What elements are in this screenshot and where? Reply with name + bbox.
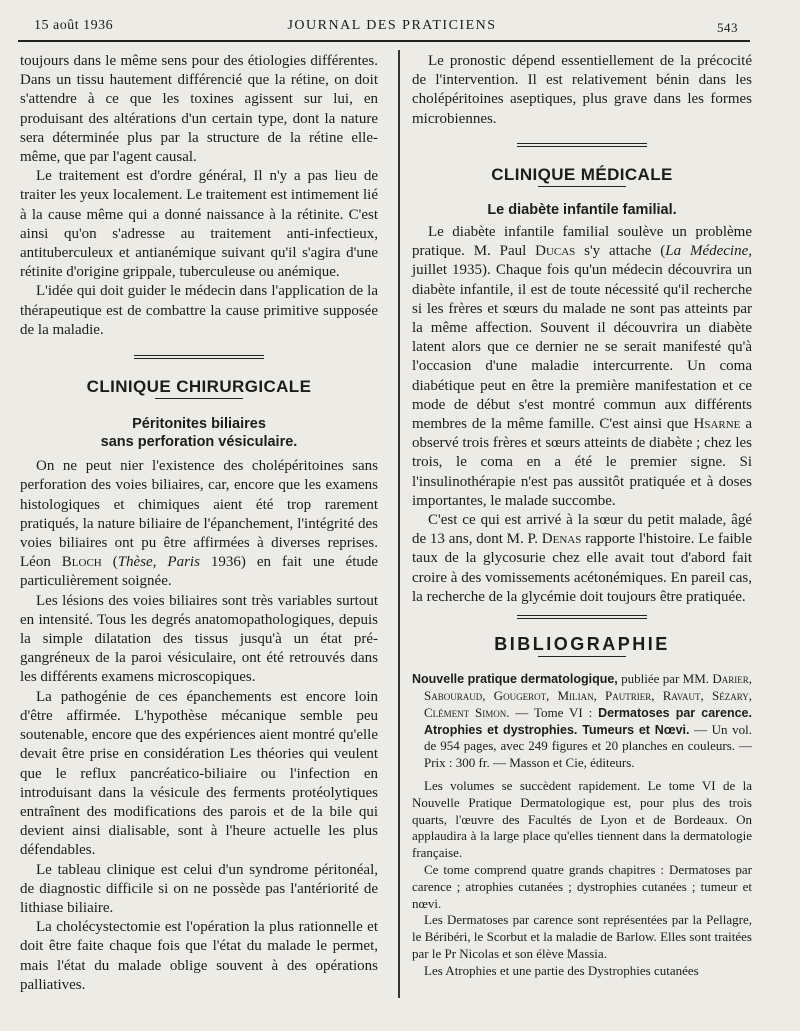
- section-rubric-bibliographie: BIBLIOGRAPHIE: [494, 634, 670, 655]
- article-title-line: sans perforation vésiculaire.: [100, 434, 298, 451]
- paragraph: Les volumes se succèdent rapidement. Le tome VI de la Nouvelle Pratique Dermatologique est, pour plus des trois quarts, l'œuvre des Facultés de Lyon et de Bordeaux. On applaudira à la large place qu'elles tiennent dans la dermatologie française.: [412, 778, 752, 861]
- paragraph: [412, 511, 752, 607]
- left-column: [20, 52, 378, 995]
- citation-italic: Thèse: [117, 554, 153, 571]
- author-name: Bloch: [61, 554, 102, 571]
- paragraph: Ce tome comprend quatre grands chapitres : Dermatoses par carence ; atrophies cutanées ; dystrophies cutanées ; tumeur et nœvi.: [412, 862, 752, 911]
- text-run: — Un vol. de 954 pages, avec 249 figures et 20 planches en couleurs. — Prix : 300 fr. — Masson et Cie, éditeurs.: [424, 721, 752, 771]
- paragraph: Le tableau clinique est celui d'un syndrome péritonéal, de diagnostic difficile si on ne possède pas l'antériorité de lithiase biliaire.: [20, 861, 378, 916]
- right-column: [412, 52, 752, 980]
- page-header: [34, 14, 750, 40]
- section-rubric-medicale: CLINIQUE MÉDICALE: [491, 164, 673, 184]
- book-title: Nouvelle pratique dermatologique,: [412, 672, 618, 687]
- paragraph: Les lésions des voies biliaires sont très variables surtout en intensité. Tous les degrés anatomopathologiques, depuis la simple dilatation des tissus jusqu'à un état pré-gangréneux de la paroi vésiculaire, ont été retrouvés dans les différents examens microscopiques.: [20, 592, 378, 686]
- author-name: Ducas: [535, 243, 576, 260]
- text-run: a observé trois frères et sœurs atteints de diabète ; chez les trois, le coma en a été le premier signe. Si l'insulinothérapie n'est pas aussitôt pratiquée et à doses importantes, le malade succombe.: [412, 416, 752, 509]
- header-date: 15 août 1936: [34, 18, 114, 33]
- paragraph: Les Atrophies et une partie des Dystrophies cutanées: [424, 962, 699, 978]
- paragraph: toujours dans le même sens pour des étiologies différentes. Dans un tissu hautement différencié que la rétine, on doit s'attendre à ce que les toxines agissent sur lui, en produisant des altérations d'un certain type, dont la nature sera déterminée plus par la structure de la rétine elle-même, que par l'agent causal.: [20, 53, 378, 166]
- book-subtitle: Dermatoses par carence. Atrophies et dystrophies. Tumeurs et Nœvi.: [424, 705, 752, 737]
- author-name: Denas: [541, 531, 582, 548]
- text-run: publiée par MM.: [617, 671, 713, 687]
- paragraph: La pathogénie de ces épanchements est encore loin d'être affirmée. L'hypothèse mécanique semble peu soutenable, encore que des expériences aient montré qu'elle devait être prise en considération Les théories qui veulent que le reflux pancréatico-biliaire ou l'infection en introduisant dans la vésicule des ferments protéolytiques entraînent des modifications des parois et de la bile qui devient ainsi dialisable, sont à l'heure actuelle les plus défendables.: [20, 688, 378, 859]
- author-name: Hsarne: [693, 416, 741, 433]
- page-number: 543: [717, 20, 738, 35]
- header-rule: [18, 40, 750, 42]
- text-run: rapporte l'histoire. Le faible taux de la glycosurie chez elle avait tout d'abord fait croire à des vomissements acétonémiques. En pareil cas, la recherche de la glycémie doit toujours être pratiquée.: [412, 531, 752, 605]
- paragraph: Le traitement est d'ordre général, Il n'y a pas lieu de traiter les yeux localement. Le traitement est intimement lié à la cause même qui a donné naissance à la rétinite. C'est ainsi qu'on s'adresse au traitement anti-infectieux, antituberculeux et antianémique suivant qu'il s'agira d'une rétinite d'origine grippale, tuberculeuse ou anémique.: [20, 168, 378, 281]
- bibliography: [412, 671, 752, 979]
- column-divider: [398, 50, 400, 998]
- text-run: s'y attache (: [575, 243, 666, 260]
- text-run: Le diabète infantile familial soulève un problème pratique. M. Paul: [412, 224, 752, 260]
- paragraph: On ne peut nier l'existence des cholépéritoines sans perforation des voies biliaires, car, encore que les examens histologiques et chimiques aient été trop rarement pratiqués, la nature biliaire de l'épanchement, l'intégrité des voies biliaires ont pu être affirmées à diverses reprises. Léon Bloch (Thèse, Paris 1936) en fait une étude particulièrement soignée.: [20, 458, 379, 590]
- article-title-line: Péritonites biliaires: [132, 416, 266, 433]
- paragraph: L'idée qui doit guider le médecin dans l'application de la thérapeutique est de combattre la cause primitive supposée de la maladie.: [20, 283, 378, 338]
- text-run: 1936) en fait une étude particulièrement soignée.: [20, 554, 379, 590]
- paragraph: Le pronostic dépend essentiellement de la précocité de l'intervention. Il est relativement bénin dans les cholépéritoines aseptiques, plus grave dans les formes microbiennes.: [412, 53, 752, 127]
- paragraph: [412, 223, 752, 511]
- article-title: [20, 415, 378, 451]
- paragraph: Les Dermatoses par carence sont représentées par la Pellagre, le Béribéri, le Scorbut et la maladie de Barlow. Elles sont traitées par le Pr Nicolas et son élève Massia.: [412, 912, 752, 962]
- text-run: — Tome VI :: [509, 704, 599, 720]
- header-journal-title: JOURNAL DES PRATICIENS: [287, 18, 497, 33]
- paragraph: La cholécystectomie est l'opération la plus rationnelle et doit être faite chaque fois que l'état du malade le permet, mais l'état du malade oblige souvent à des opérations palliatives.: [20, 919, 378, 993]
- text-run: On ne peut nier l'existence des cholépéritoines sans perforation des voies biliaires, car, encore que les examens histologiques et chimiques aient été trop rarement pratiqués, la nature biliaire de l'épanchement, l'intégrité des voies biliaires ont pu être affirmées à diverses reprises. Léon: [20, 458, 378, 571]
- journal-italic: La Médecine,: [665, 243, 752, 260]
- bibliography-entry: [412, 671, 752, 772]
- article-title: Le diabète infantile familial.: [487, 202, 677, 219]
- citation-italic: Paris: [167, 554, 200, 571]
- text-run: juillet 1935). Chaque fois qu'un médecin découvrira un diabète infantile, il est de toute nécessité qu'il recherche si les frères et sœurs du malade ne sont pas atteints par la même affection. Souvent il découvrira un diabète latent alors que ce dernier ne se serait manifesté qu'à l'occasion d'une maladie intercurrente. Un coma diabétique peut en être la première manifestation et ce mode de début s'est montré commun aux différents membres de la même famille. C'est ainsi que: [412, 262, 752, 433]
- section-rubric-chirurgicale: CLINIQUE CHIRURGICALE: [86, 377, 312, 397]
- book-authors: Darier, Sabouraud, Gougerot, Milian, Pautrier, Ravaut, Sézary, Clément Simon.: [424, 671, 752, 720]
- text-run: C'est ce qui est arrivé à la sœur du petit malade, âgé de 13 ans, dont M. P.: [412, 512, 752, 548]
